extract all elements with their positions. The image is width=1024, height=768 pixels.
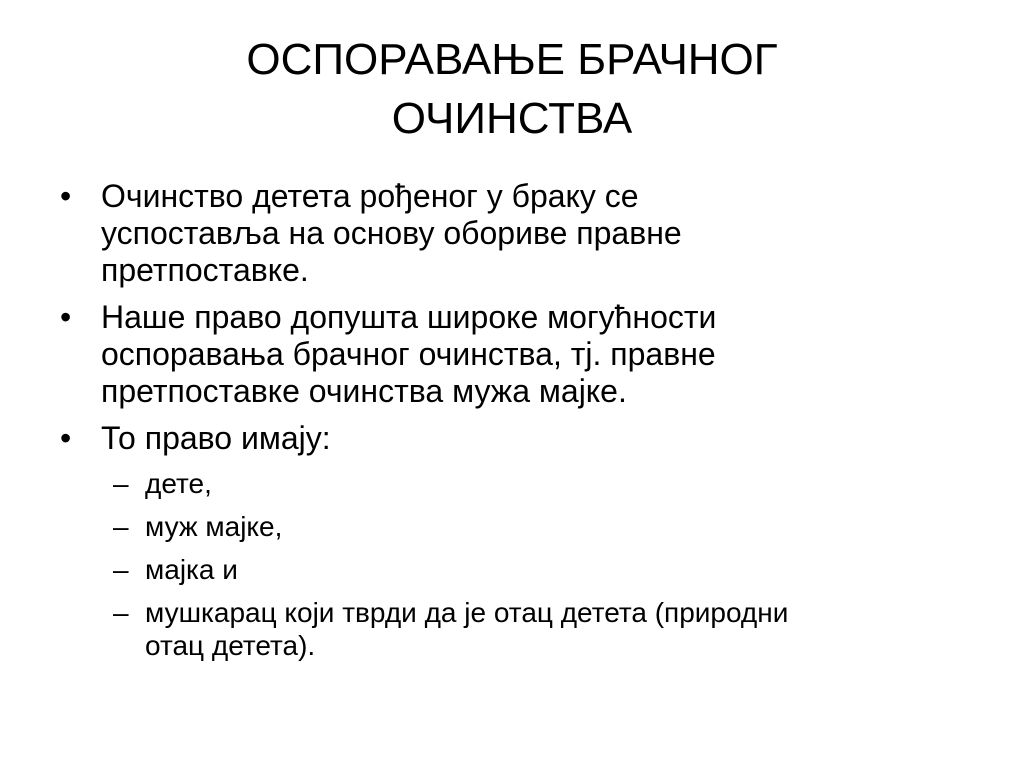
- bullet-item: [0, 178, 881, 289]
- sub-bullet-text-line: мајка и: [145, 554, 238, 585]
- sub-bullet-item: [0, 553, 965, 586]
- sub-bullet-item: [0, 596, 965, 662]
- sub-bullet-list: [0, 467, 1024, 662]
- bullet-text-line: То право имају:: [101, 420, 331, 456]
- bullet-text-line: Очинство детета рођеног у браку се: [101, 178, 639, 214]
- bullet-marker: •: [60, 178, 72, 214]
- bullet-marker: •: [60, 299, 72, 335]
- bullet-marker: •: [60, 420, 72, 456]
- sub-bullet-text-line: отац детета).: [145, 630, 316, 661]
- slide-body: [0, 178, 1024, 672]
- sub-bullet-marker: –: [113, 468, 129, 499]
- slide-title-line: ОЧИНСТВА: [391, 94, 633, 143]
- sub-bullet-item: [0, 510, 965, 543]
- sub-bullet-marker: –: [113, 511, 129, 542]
- bullet-text-line: претпоставке очинства мужа мајке.: [101, 373, 627, 409]
- sub-bullet-text-line: дете,: [145, 468, 212, 499]
- bullet-text-line: претпоставке.: [101, 252, 309, 288]
- sub-bullet-marker: –: [113, 597, 129, 628]
- sub-bullet-item: [0, 467, 965, 500]
- bullet-text-line: Наше право допушта широке могућности: [101, 299, 717, 335]
- slide-title-line: ОСПОРАВАЊЕ БРАЧНОГ: [246, 35, 778, 84]
- bullet-item: [0, 299, 881, 410]
- sub-bullet-text-line: муж мајке,: [145, 511, 283, 542]
- bullet-text-line: успоставља на основу обориве правне: [101, 215, 682, 251]
- bullet-item: [0, 420, 881, 457]
- sub-bullet-text-line: мушкарац који тврди да је отац детета (природни: [145, 597, 789, 628]
- bullet-text-line: оспоравања брачног очинства, тј. правне: [101, 336, 716, 372]
- sub-bullet-marker: –: [113, 554, 129, 585]
- slide-title: [40, 30, 984, 148]
